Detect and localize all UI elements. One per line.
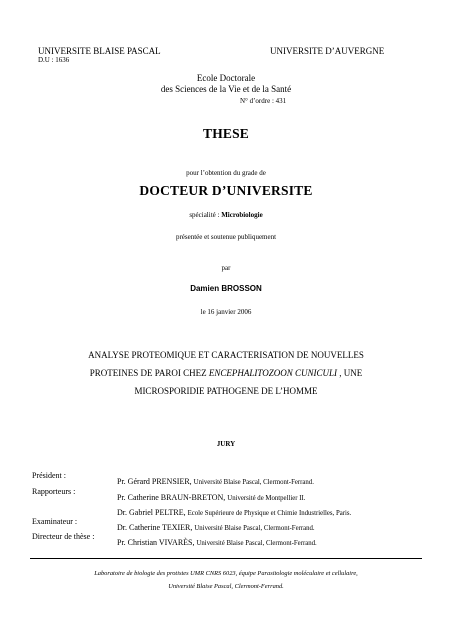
jury-row — [32, 487, 432, 502]
thesis-purpose: pour l’obtention du grade de — [186, 169, 266, 177]
specialty-value: Microbiologie — [221, 211, 263, 219]
jury-member-affiliation: Université de Montpellier II. — [227, 495, 306, 502]
defense-date: le 16 janvier 2006 — [200, 308, 252, 316]
jury-role: Rapporteurs : — [32, 487, 76, 496]
jury-member-name: Pr. Gérard PRENSIER, — [117, 477, 194, 486]
subject-line-3: MICROSPORIDIE PATHOGENE DE L’HOMME — [134, 386, 318, 396]
specialty-line — [0, 211, 452, 219]
jury-member-affiliation: Université Blaise Pascal, Clermont-Ferrand. — [193, 479, 314, 486]
author-name: Damien BROSSON — [190, 284, 262, 293]
order-number: N° d’ordre : 431 — [240, 97, 287, 105]
specialty-label: spécialité : — [189, 211, 222, 219]
jury-member-name: Pr. Catherine BRAUN-BRETON, — [117, 493, 228, 502]
jury-row — [32, 471, 432, 486]
footer-divider — [30, 558, 422, 559]
subject-line-2-start: PROTEINES DE PAROI CHEZ — [89, 368, 209, 378]
jury-row — [32, 502, 432, 517]
jury-row — [32, 517, 432, 532]
jury-member-name: Dr. Gabriel PELTRE, — [117, 508, 188, 517]
thesis-title: THESE — [202, 126, 250, 141]
jury-member-name: Dr. Catherine TEXIER, — [117, 523, 195, 532]
doctoral-school: Ecole Doctorale — [196, 73, 256, 83]
jury-row — [32, 532, 432, 547]
jury-role: Président : — [32, 471, 66, 480]
doctoral-school-domain: des Sciences de la Vie et de la Santé — [160, 84, 292, 94]
jury-member-affiliation: Ecole Supérieure de Physique et Chimie Industrielles, Paris. — [187, 510, 352, 517]
jury-member-name: Pr. Christian VIVARÈS, — [117, 538, 197, 547]
degree-title: DOCTEUR D’UNIVERSITE — [139, 183, 313, 198]
university-left: UNIVERSITE BLAISE PASCAL — [38, 46, 161, 56]
subject-line-2-end: , UNE — [337, 368, 363, 378]
subject-line-2 — [0, 368, 452, 378]
jury-member-affiliation: Université Blaise Pascal, Clermont-Ferrand. — [194, 525, 315, 532]
presented-line: présentée et soutenue publiquement — [175, 233, 277, 241]
subject-organism: ENCEPHALITOZOON CUNICULI — [208, 368, 338, 378]
by-line: par — [221, 264, 231, 272]
university-right: UNIVERSITE D’AUVERGNE — [270, 46, 385, 56]
jury-role: Directeur de thèse : — [32, 532, 95, 541]
jury-heading: JURY — [216, 440, 236, 448]
jury-role: Examinateur : — [32, 517, 78, 526]
footer-university: Université Blaise Pascal, Clermont-Ferrand. — [168, 583, 284, 590]
jury-member-affiliation: Université Blaise Pascal, Clermont-Ferrand. — [196, 540, 317, 547]
footer-lab: Laboratoire de biologie des protistes UMR CNRS 6023, équipe Parasitologie moléculaire et cellulaire, — [94, 570, 358, 577]
subject-line-1: ANALYSE PROTEOMIQUE ET CARACTERISATION DE NOUVELLES — [88, 350, 364, 360]
du-number: D.U : 1636 — [38, 56, 70, 64]
